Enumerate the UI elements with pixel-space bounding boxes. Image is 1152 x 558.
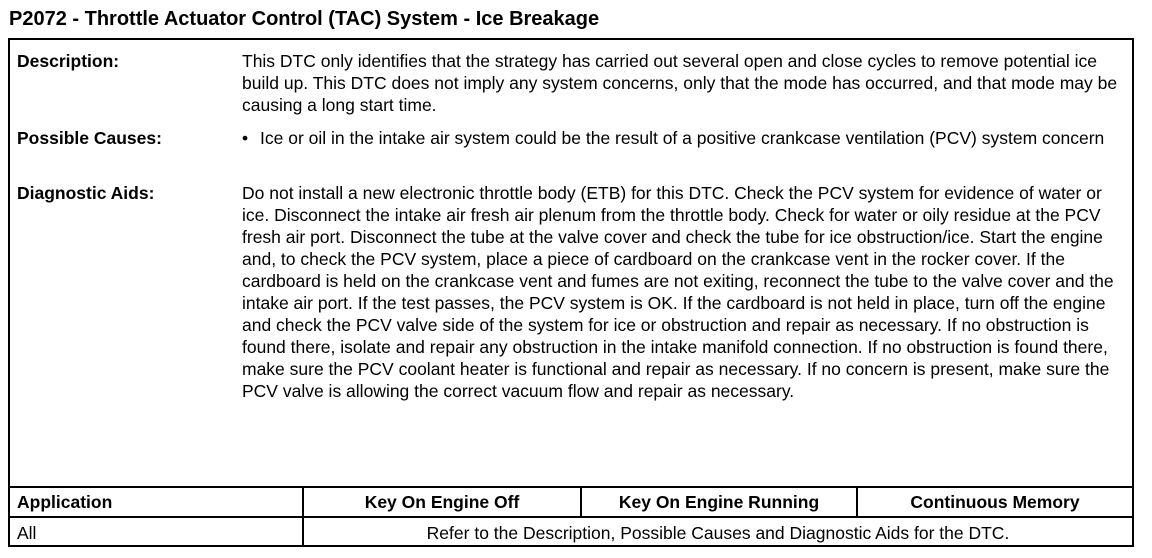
application-note: Refer to the Description, Possible Causes and Diagnostic Aids for the DTC. xyxy=(426,523,1010,543)
header-continuous-memory: Continuous Memory xyxy=(910,492,1080,512)
possible-cause-text: Ice or oil in the intake air system could be the result of a positive crankcase ventilation (PCV) system concern xyxy=(260,128,1105,148)
description-text: This DTC only identifies that the strategy has carried out several open and close cycles to remove potential ice build up. This DTC does not imply any system concerns, only that the mode has occurred, and that mode may be causing a long start time. xyxy=(242,51,1118,115)
diagnostic-aids-label: Diagnostic Aids: xyxy=(17,183,155,203)
application-value: All xyxy=(17,523,37,543)
page-title: P2072 - Throttle Actuator Control (TAC) System - Ice Breakage xyxy=(9,8,600,30)
possible-causes-label: Possible Causes: xyxy=(17,128,162,148)
table-divider xyxy=(10,516,1132,518)
description-label: Description: xyxy=(17,51,120,71)
header-key-on-engine-off: Key On Engine Off xyxy=(364,492,520,512)
header-key-on-engine-running: Key On Engine Running xyxy=(618,492,820,512)
bullet-icon: • xyxy=(242,128,249,148)
table-divider xyxy=(10,486,1132,488)
list-item xyxy=(242,127,1124,149)
dtc-info-table xyxy=(8,38,1134,547)
possible-causes-list xyxy=(242,127,1124,149)
diagnostic-aids-text: Do not install a new electronic throttle body (ETB) for this DTC. Check the PCV system for evidence of water or ice. Disconnect the intake air fresh air plenum from the throttle body. Check for water or oily residue at the PCV fresh air port. Disconnect the tube at the valve cover and check the tube for ice obstruction/ice. Start the engine and, to check the PCV system, place a piece of cardboard on the crankcase vent in the rocker cover. If the cardboard is held on the crankcase vent and fumes are not exiting, reconnect the tube to the valve cover and the intake air port. If the test passes, the PCV system is OK. If the cardboard is not held in place, turn off the engine and check the PCV valve side of the system for ice or obstruction and repair as necessary. If no obstruction is found there, isolate and repair any obstruction in the intake manifold connection. If no obstruction is found there, make sure the PCV coolant heater is functional and repair as necessary. If no concern is present, make sure the PCV valve is allowing the correct vacuum flow and repair as necessary. xyxy=(242,183,1114,401)
header-application: Application xyxy=(17,492,113,512)
